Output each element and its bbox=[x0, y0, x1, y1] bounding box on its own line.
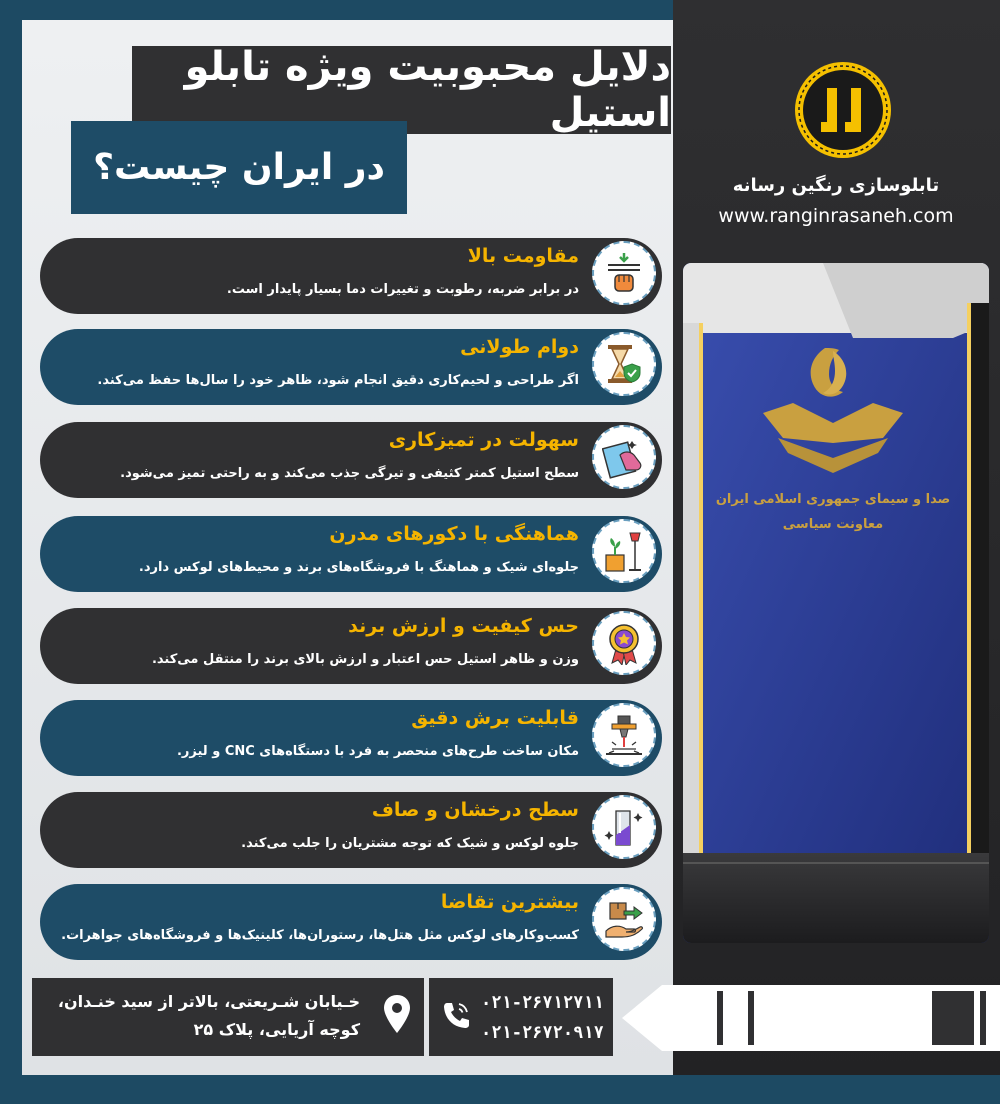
delivery-hand-icon bbox=[592, 887, 656, 951]
phone-numbers bbox=[481, 988, 604, 1048]
hourglass-shield-icon bbox=[592, 332, 656, 396]
pressure-fist-icon bbox=[592, 241, 656, 305]
sign-text-line-1: صدا و سیمای جمهوری اسلامی ایران bbox=[715, 492, 951, 507]
item-title: سهولت در تمیزکاری bbox=[388, 429, 579, 451]
address-line-2: کوچه آریایی، پلاک ۲۵ bbox=[193, 1020, 360, 1039]
laser-cutter-icon bbox=[592, 703, 656, 767]
list-item-durability bbox=[40, 329, 662, 405]
brand-name: تابلوسازی رنگین رسانه bbox=[732, 175, 940, 196]
phone-number-1[interactable]: ۰۲۱-۲۶۷۱۲۷۱۱ bbox=[481, 993, 604, 1013]
item-description: جلوه‌ای شیک و هماهنگ با فروشگاه‌های برند و محیط‌های لوکس دارد. bbox=[138, 560, 579, 575]
item-description: کسب‌وکارهای لوکس مثل هتل‌ها، رستوران‌ها، کلینیک‌ها و فروشگاه‌های جواهرات. bbox=[61, 928, 579, 943]
sign-photo-illustration bbox=[683, 263, 989, 943]
phone-number-2[interactable]: ۰۲۱-۲۶۷۲۰۹۱۷ bbox=[481, 1023, 604, 1043]
bottom-frame-stripe bbox=[0, 1075, 1000, 1104]
address-box bbox=[32, 978, 424, 1056]
list-item-modern-decor bbox=[40, 516, 662, 592]
list-item-shiny-surface bbox=[40, 792, 662, 868]
item-title: سطح درخشان و صاف bbox=[371, 799, 579, 821]
left-frame-stripe bbox=[0, 0, 14, 1104]
item-description: جلوه لوکس و شیک که توجه مشتریان را جلب می‌کند. bbox=[241, 836, 579, 851]
list-item-quality-value bbox=[40, 608, 662, 684]
list-item-easy-cleaning bbox=[40, 422, 662, 498]
sub-title: در ایران چیست؟ bbox=[71, 121, 407, 214]
quality-badge-icon bbox=[592, 611, 656, 675]
item-title: دوام طولانی bbox=[460, 336, 579, 358]
phone-icon bbox=[441, 1000, 471, 1030]
cleaning-hand-icon bbox=[592, 425, 656, 489]
address-text bbox=[44, 988, 360, 1044]
sign-text-line-2: معاونت سیاسی bbox=[782, 517, 884, 532]
item-title: مقاومت بالا bbox=[467, 245, 579, 267]
item-description: وزن و ظاهر استیل حس اعتبار و ارزش بالای برند را منتقل می‌کند. bbox=[151, 652, 579, 667]
item-description: در برابر ضربه، رطوبت و تغییرات دما بسیار پایدار است. bbox=[226, 282, 579, 297]
item-description: مکان ساخت طرح‌های منحصر به فرد با دستگاه‌های CNC و لیزر. bbox=[176, 744, 579, 759]
shiny-surface-icon bbox=[592, 795, 656, 859]
item-title: هماهنگی با دکورهای مدرن bbox=[329, 523, 579, 545]
brand-logo bbox=[793, 60, 893, 160]
item-description: اگر طراحی و لحیم‌کاری دقیق انجام شود، ظاهر خود را سال‌ها حفظ می‌کند. bbox=[97, 373, 579, 388]
item-title: بیشترین تقاضا bbox=[440, 891, 579, 913]
address-line-1: خـیابان شـریعتی، بالاتر از سید خنـدان، bbox=[57, 992, 360, 1011]
location-pin-icon bbox=[382, 994, 412, 1034]
brand-website[interactable]: www.ranginrasaneh.com bbox=[718, 205, 954, 227]
storefront-photo bbox=[683, 263, 989, 943]
item-title: قابلیت برش دقیق bbox=[411, 707, 579, 729]
modern-decor-icon bbox=[592, 519, 656, 583]
phone-box bbox=[429, 978, 613, 1056]
left-arrow-shape bbox=[622, 985, 1000, 1051]
list-item-precise-cutting bbox=[40, 700, 662, 776]
item-description: سطح استیل کمتر کثیفی و تیرگی جذب می‌کند و به راحتی تمیز می‌شود. bbox=[120, 466, 579, 481]
list-item-high-resistance bbox=[40, 238, 662, 314]
main-title: دلایل محبوبیت ویژه تابلو استیل bbox=[132, 46, 671, 134]
item-title: حس کیفیت و ارزش برند bbox=[348, 615, 579, 637]
list-item-highest-demand bbox=[40, 884, 662, 960]
